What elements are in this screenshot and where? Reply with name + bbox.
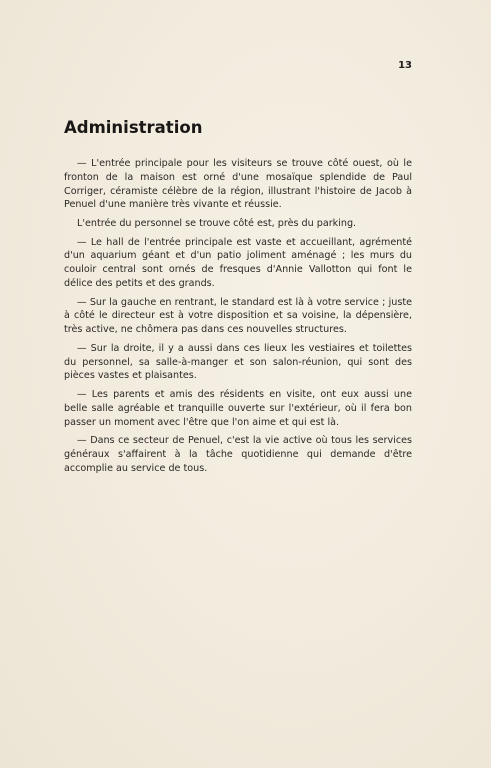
paragraph: — Les parents et amis des résidents en visite, ont eux aussi une belle salle agréable et tranquille ouverte sur l'extérieur, où il fera bon passer un moment avec l'être que l'on aime et qui est là. — [64, 388, 412, 428]
body-text — [64, 157, 412, 480]
paragraph: — Dans ce secteur de Penuel, c'est la vie active où tous les services généraux s'affairent à la tâche quotidienne qui demande d'être accomplie au service de tous. — [64, 435, 412, 474]
paragraph: — Le hall de l'entrée principale est vaste et accueillant, agrémenté d'un aquarium géant et d'un patio joliment aménagé ; les murs du couloir central sont ornés de fresques d'Annie Vallotton qui font le délice des petits et des grands. — [64, 236, 412, 289]
page-number: 13 — [398, 60, 412, 71]
paragraph: L'entrée du personnel se trouve côté est, près du parking. — [77, 217, 357, 229]
paragraph: — Sur la droite, il y a aussi dans ces lieux les vestiaires et toilettes du personnel, sa salle-à-manger et son salon-réunion, qui sont des pièces vastes et plaisantes. — [64, 342, 412, 382]
paragraph: — L'entrée principale pour les visiteurs se trouve côté ouest, où le fronton de la maison est orné d'une mosaïque splendide de Paul Corriger, céramiste célèbre de la région, illustrant l'histoire de Jacob à Penuel d'une manière très vivante et réussie. — [64, 158, 412, 211]
paragraph: — Sur la gauche en rentrant, le standard est là à votre service ; juste à côté le directeur est à votre disposition et sa voisine, la dépensière, très active, ne chômera pas dans ces nouvelles structures. — [64, 296, 412, 336]
page-title: Administration — [64, 118, 203, 137]
